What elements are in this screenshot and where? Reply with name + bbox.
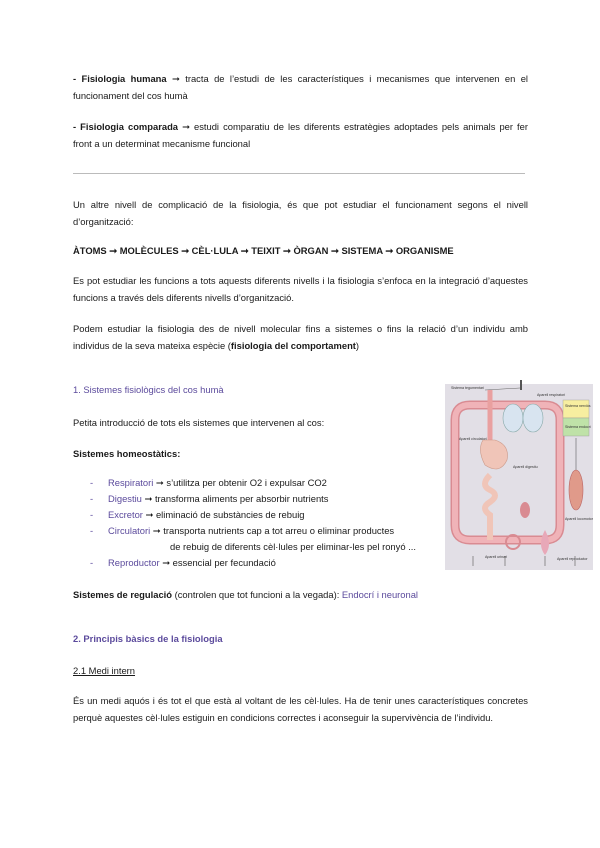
section-heading-1: 1. Sistemes fisiològics del cos humà: [73, 384, 224, 395]
internal-medium-paragraph: És un medi aquós i és tot el que està al voltant de les cèl·lules. Ha de tenir unes característiques concretes perquè aquestes cèl·lules estiguin en condicions correctes i aconseguir la supervivència de l’individu.: [73, 695, 528, 723]
behaviour-paragraph: [73, 320, 528, 354]
accent-text: Endocrí i neuronal: [341, 589, 419, 600]
label-urinary: Aparell urinari: [485, 555, 508, 559]
list-item-excretory: - Excretor ➞ eliminació de substàncies de rebuig: [90, 509, 305, 520]
text: (controlen que tot funcioni a la vegada):: [172, 589, 342, 600]
kidney: [520, 502, 530, 518]
bold-term: fisiologia del comportament: [230, 340, 356, 351]
systems-intro: Petita introducció de tots els sistemes que intervenen al cos:: [73, 417, 325, 428]
label-integumentary: Sistema tegumentari: [451, 386, 484, 390]
system-name: Excretor: [108, 509, 143, 520]
system-desc: ➞ eliminació de substàncies de rebuig: [142, 509, 305, 520]
organization-chain: ÀTOMS ➞ MOLÈCULES ➞ CÈL·LULA ➞ TEIXIT ➞ ÒRGAN ➞ SISTEMA ➞ ORGANISME: [73, 245, 454, 256]
list-item-respiratory: - Respiratori ➞ s’utilitza per obtenir O2 i expulsar CO2: [90, 477, 327, 488]
muscle: [569, 470, 583, 510]
definition-comparative-physiology: [73, 118, 528, 152]
nervous-system-box: [563, 400, 589, 418]
label-reproductive: Aparell reproductor: [557, 557, 588, 561]
label-circulatory: Aparell circulatori: [459, 437, 487, 441]
definition-text: ➞ tracta de l’estudi de les característiques i mecanismes que intervenen en el funcionament del cos humà: [73, 73, 529, 101]
definition-text: ➞ estudi comparatiu de les diferents estratègies adoptades pels animals per fer front a un determinat mecanisme funcional: [73, 121, 528, 149]
regulation-systems: [73, 586, 528, 603]
divider: [73, 173, 525, 174]
term: - Fisiologia humana: [73, 73, 167, 84]
list-item-digestive: - Digestiu ➞ transforma aliments per absorbir nutrients: [90, 493, 329, 504]
label-digestive: Aparell digestiu: [513, 465, 538, 469]
levels-intro: Un altre nivell de complicació de la fisiologia, és que pot estudiar el funcionament segons el nivell d’organització:: [73, 199, 528, 227]
list-item-circulatory: - Circulatori ➞ transporta nutrients cap a tot arreu o eliminar productes: [90, 525, 395, 536]
levels-paragraph: Es pot estudiar les funcions a tots aquests diferents nivells i la fisiologia s’enfoca en la integració d’aquestes funcions a través dels diferents nivells d’organització.: [73, 275, 528, 303]
term: - Fisiologia comparada: [73, 121, 179, 132]
subheading-internal-medium: 2.1 Medi intern: [73, 665, 136, 676]
section-heading-2: 2. Principis bàsics de la fisiologia: [73, 633, 223, 644]
system-name: Respiratori: [108, 477, 154, 488]
system-desc: ➞ transporta nutrients cap a tot arreu o eliminar productes: [150, 525, 395, 536]
bold-term: Sistemes de regulació: [73, 589, 173, 600]
system-desc: ➞ s’utilitza per obtenir O2 i expulsar CO2: [153, 477, 327, 488]
label-respiratory: Aparell respiratori: [537, 393, 566, 397]
system-desc: ➞ essencial per fecundació: [159, 557, 276, 568]
text-end: ): [355, 340, 360, 351]
homeostatic-heading: Sistemes homeostàtics:: [73, 448, 181, 459]
definition-human-physiology: [73, 70, 528, 104]
label-endocrine: Sistema endocrí: [565, 425, 591, 429]
list-item-reproductive: - Reproductor ➞ essencial per fecundació: [90, 557, 276, 568]
list-item-circulatory-cont: de rebuig de diferents cèl·lules per eliminar-les pel ronyó ...: [170, 541, 416, 552]
lung-left: [503, 404, 523, 432]
label-nervous: Sistema nerviós: [565, 404, 591, 408]
body-systems-diagram: [445, 380, 593, 570]
text: Podem estudiar la fisiologia des de nivell molecular fins a sistemes o fins la relació d’un individu amb individus de la seva mateixa espècie (: [73, 323, 528, 351]
system-name: Circulatori: [108, 525, 151, 536]
label-musculoskeletal: Aparell locomotor: [565, 517, 593, 521]
system-desc: ➞ transforma aliments per absorbir nutrients: [141, 493, 329, 504]
arrow-in-icon: [520, 380, 522, 390]
lung-right: [523, 404, 543, 432]
system-name: Digestiu: [108, 493, 142, 504]
system-name: Reproductor: [108, 557, 160, 568]
